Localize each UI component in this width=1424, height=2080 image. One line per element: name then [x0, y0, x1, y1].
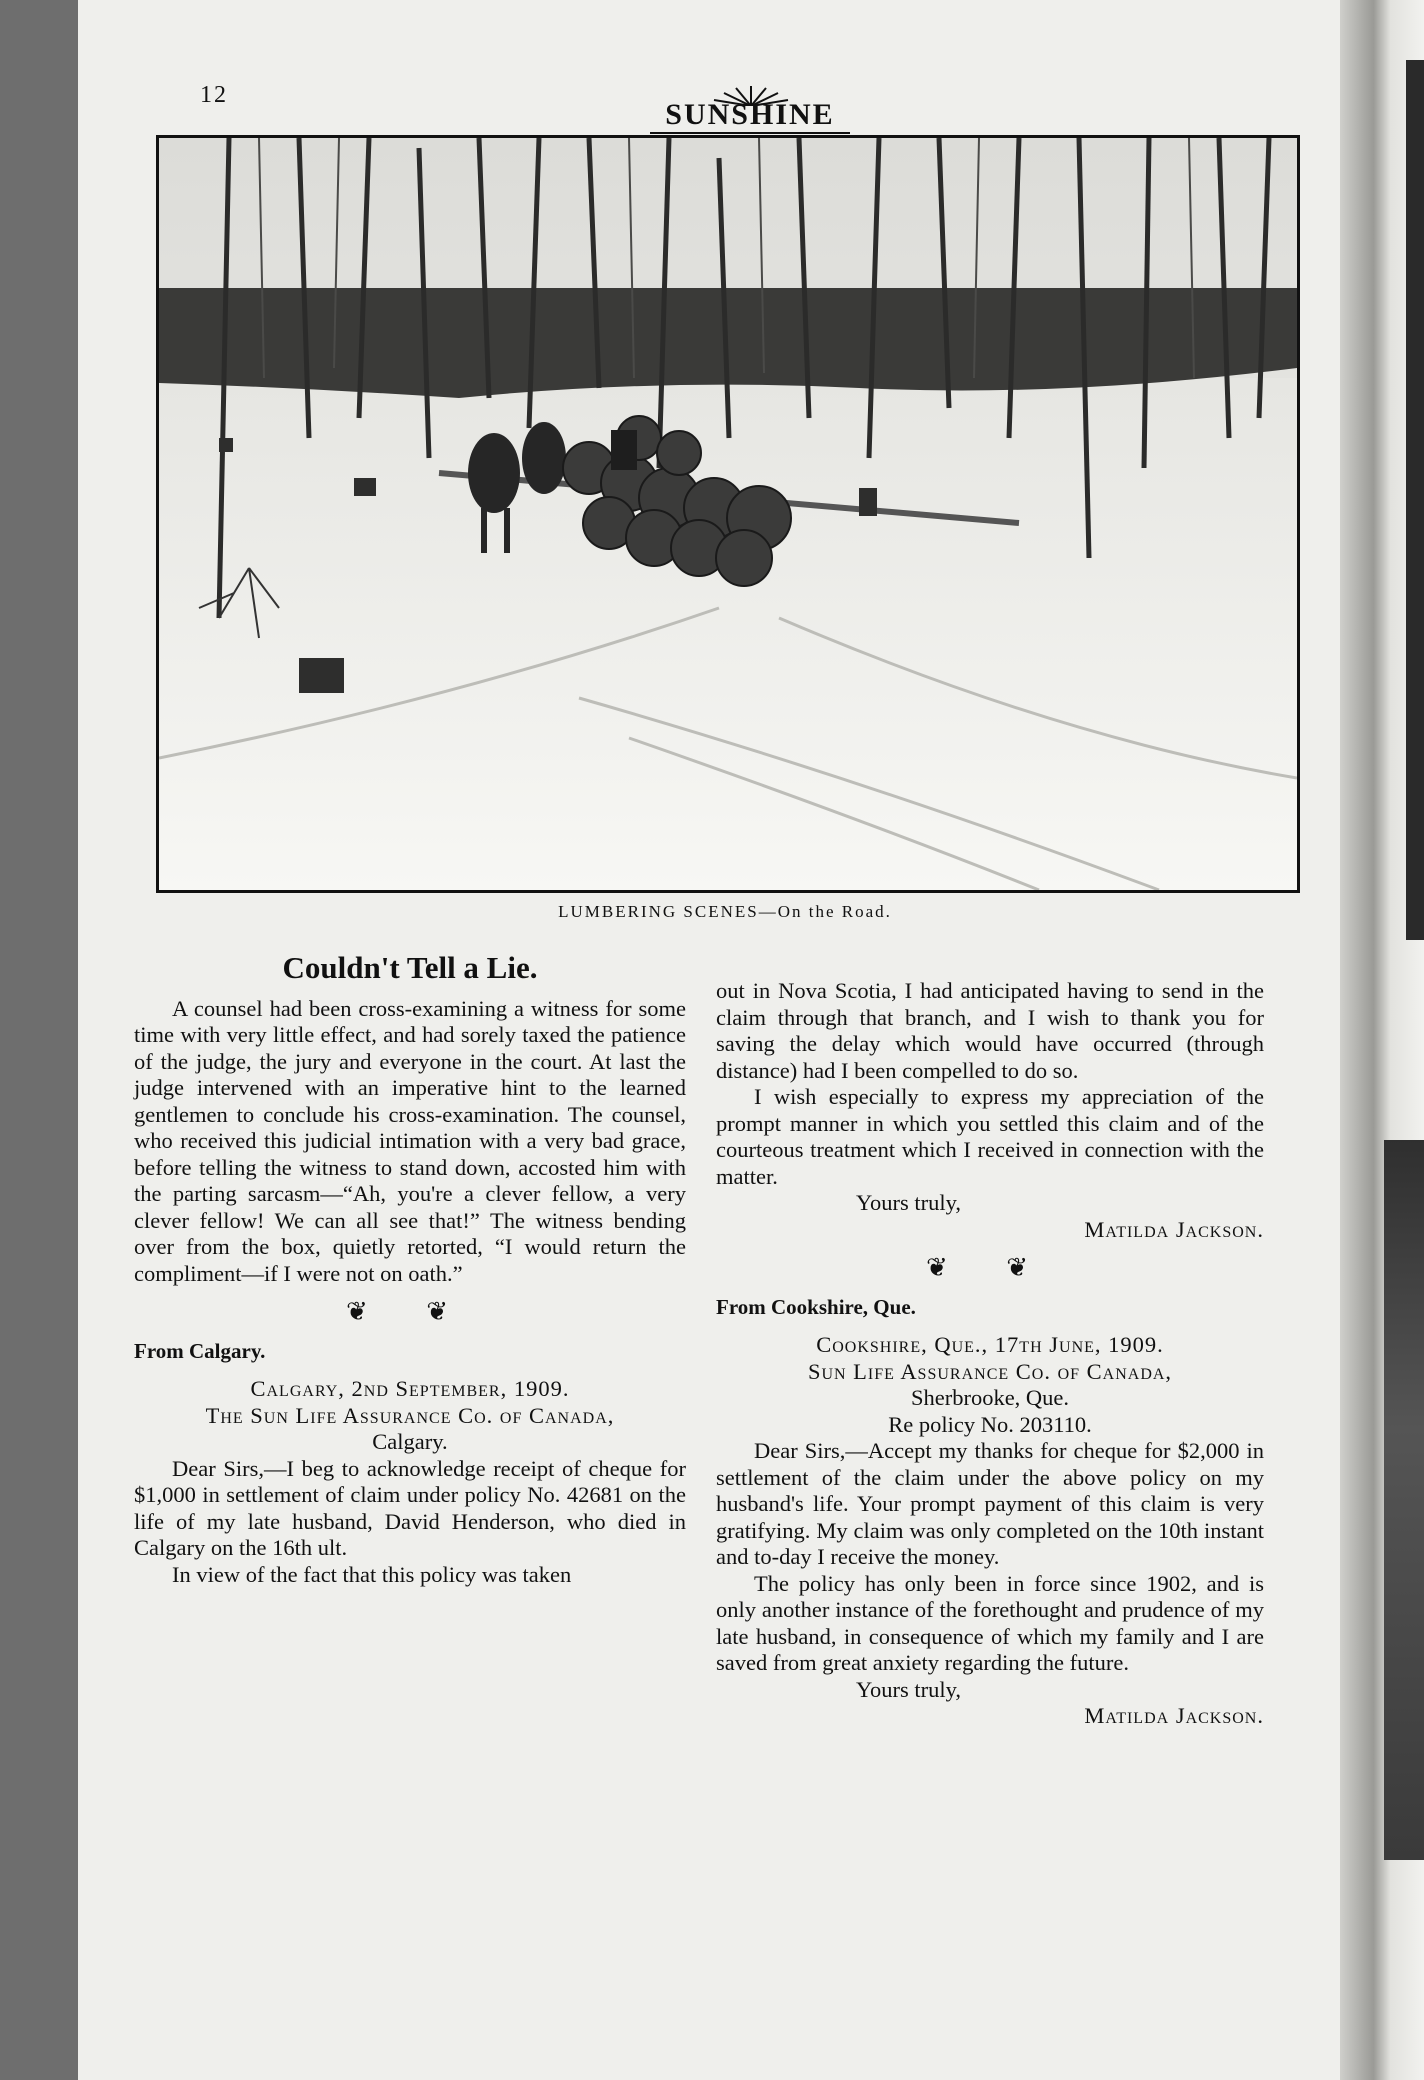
letter-paragraph: In view of the fact that this policy was taken	[172, 1561, 572, 1587]
right-column	[716, 978, 1264, 1730]
letter-paragraph: The policy has only been in force since 1902, and is only another instance of the forethought and prudence of my late husband, in consequence of which my family and I are saved from great anxiety regarding the future.	[716, 1570, 1264, 1675]
winter-forest-photo	[159, 138, 1297, 890]
letter-addressee-city: Calgary.	[372, 1429, 448, 1454]
article-body: A counsel had been cross-examining a witness for some time with very little effect, and had sorely taxed the patience of the judge, the jury and everyone in the court. At last the judge intervened with an imperative hint to the learned gentlemen to conclude his cross-examination. The counsel, who received this judicial intimation with a very bad grace, before telling the witness to stand down, accosted him with the parting sarcasm—“Ah, you're a clever fellow, a very clever fellow! We can all see that!” The witness bending over from the box, quietly retorted, “I would return the compliment—if I were not on oath.”	[134, 995, 686, 1286]
lumbering-photo	[156, 135, 1300, 893]
letter-signature: Matilda Jackson.	[1084, 1216, 1264, 1242]
article-headline: Couldn't Tell a Lie.	[282, 950, 538, 985]
letter-addressee: Sun Life Assurance Co. of Canada,	[807, 1358, 1173, 1384]
section-heading-calgary: From Calgary.	[134, 1338, 266, 1363]
letter-dateline: Calgary, 2nd September, 1909.	[250, 1376, 570, 1401]
letter-paragraph: I wish especially to express my appreciation of the prompt manner in which you settled this claim and of the courteous treatment which I received in connection with the matter.	[716, 1084, 1264, 1189]
letter-signature: Matilda Jackson.	[1084, 1703, 1264, 1728]
left-column	[134, 950, 686, 1588]
ornament-divider: ❦ ❦	[925, 1253, 1055, 1282]
letter-addressee-city: Sherbrooke, Que.	[910, 1385, 1070, 1410]
letter-closing: Yours truly,	[856, 1190, 962, 1215]
page-number: 12	[200, 82, 228, 108]
letter-addressee: The Sun Life Assurance Co. of Canada,	[205, 1402, 615, 1428]
adjacent-page-photo	[1406, 60, 1424, 940]
scan-background	[0, 0, 78, 2080]
section-heading-cookshire: From Cookshire, Que.	[716, 1294, 916, 1319]
masthead-title: SUNSHINE	[650, 98, 850, 134]
adjacent-page-photo	[1384, 1140, 1424, 1860]
letter-paragraph: Dear Sirs,—I beg to acknowledge receipt of cheque for $1,000 in settlement of claim under policy No. 42681 on the life of my late husband, David Henderson, who died in Calgary on the 16th ult.	[134, 1455, 686, 1560]
ornament-divider: ❦ ❦	[345, 1297, 475, 1326]
letter-continuation: out in Nova Scotia, I had anticipated having to send in the claim through that branch, and I wish to thank you for saving the delay which would have occurred (through distance) had I been compelled to do so.	[716, 978, 1264, 1083]
letter-paragraph: Dear Sirs,—Accept my thanks for cheque for $2,000 in settlement of the claim under the above policy on my husband's life. Your prompt payment of this claim is very gratifying. My claim was only completed on the 10th instant and to-day I receive the money.	[716, 1438, 1264, 1569]
letter-policy-ref: Re policy No. 203110.	[888, 1411, 1092, 1437]
letter-closing: Yours truly,	[856, 1676, 962, 1702]
photo-caption: LUMBERING SCENES—On the Road.	[558, 902, 892, 921]
letter-dateline: Cookshire, Que., 17th June, 1909.	[816, 1332, 1164, 1357]
